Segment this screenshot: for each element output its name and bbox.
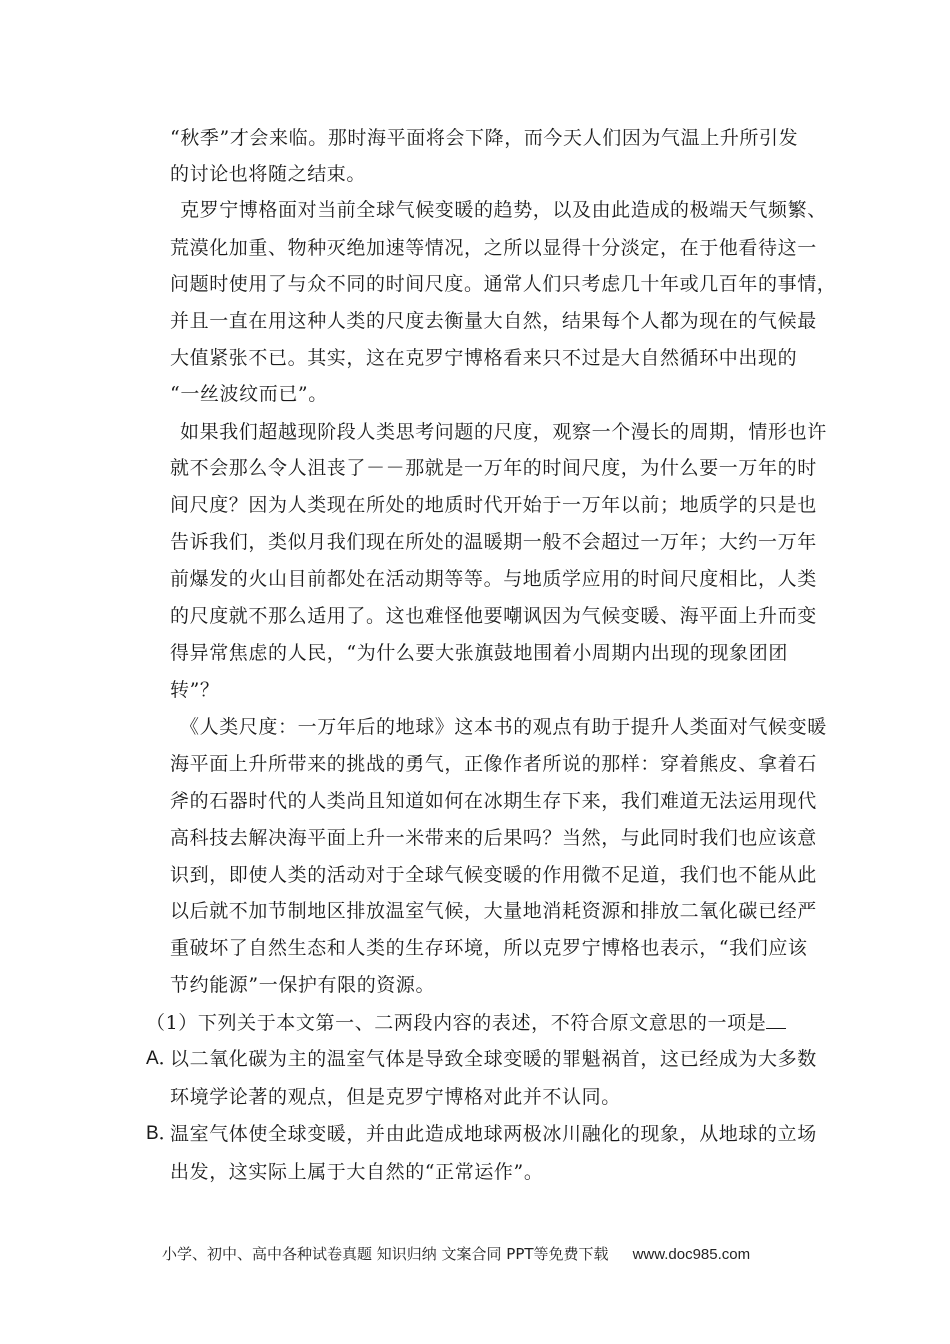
option-a-line-2: 环境学论著的观点，但是克罗宁博格对此并不认同。 [170,1086,621,1108]
option-b-label: B． [146,1123,178,1144]
paragraph-1-line-2: 的讨论也将随之结束。 [170,163,367,185]
question-stem [146,1010,786,1035]
option-b-line-2: 出发，这实际上属于大自然的“正常运作”。 [170,1161,544,1183]
paragraph-2-line-4: 并且一直在用这种人类的尺度去衡量大自然，结果每个人都为现在的气候最 [170,310,817,332]
paragraph-2-line-2: 荒漠化加重、物种灭绝加速等情况，之所以显得十分淡定，在于他看待这一 [170,237,817,259]
footer-text: 小学、初中、高中各种试卷真题 知识归纳 文案合同 PPT等免费下载 [162,1245,609,1263]
paragraph-4-line-5: 识到，即使人类的活动对于全球气候变暖的作用微不足道，我们也不能从此 [170,864,817,886]
paragraph-4-line-4: 高科技去解决海平面上升一米带来的后果吗？当然，与此同时我们也应该意 [170,827,817,849]
paragraph-2-line-6: “一丝波纹而已”。 [170,383,328,405]
paragraph-3-line-5: 前爆发的火山目前都处在活动期等等。与地质学应用的时间尺度相比，人类 [170,568,817,590]
paragraph-3-line-2: 就不会那么令人沮丧了－－那就是一万年的时间尺度，为什么要一万年的时 [170,457,817,479]
page-footer [162,1244,750,1265]
paragraph-3-line-3: 间尺度？因为人类现在所处的地质时代开始于一万年以前；地质学的只是也 [170,494,817,516]
paragraph-4-line-8: 节约能源”一保护有限的资源。 [170,974,436,996]
paragraph-4-line-1: 《人类尺度：一万年后的地球》这本书的观点有助于提升人类面对气候变暖 [180,716,827,738]
paragraph-3-line-4: 告诉我们，类似月我们现在所处的温暖期一般不会超过一万年；大约一万年 [170,531,817,553]
paragraph-2-line-3: 问题时使用了与众不同的时间尺度。通常人们只考虑几十年或几百年的事情， [170,273,837,295]
option-b-line-1: 温室气体使全球变暖，并由此造成地球两极冰川融化的现象，从地球的立场 [170,1123,817,1145]
paragraph-4-line-3: 斧的石器时代的人类尚且知道如何在冰期生存下来，我们难道无法运用现代 [170,790,817,812]
paragraph-3-line-7: 得异常焦虑的人民，“为什么要大张旗鼓地围着小周期内出现的现象团团 [170,642,788,664]
answer-blank [766,1010,786,1029]
paragraph-4-line-7: 重破坏了自然生态和人类的生存环境，所以克罗宁博格也表示，“我们应该 [170,937,808,959]
option-a-label: A． [146,1048,178,1069]
paragraph-3-line-1: 如果我们超越现阶段人类思考问题的尺度，观察一个漫长的周期，情形也许 [180,421,827,443]
footer-site-link[interactable]: www.doc985.com [632,1246,751,1263]
paragraph-1-line-1: “秋季”才会来临。那时海平面将会下降，而今天人们因为气温上升所引发 [170,127,799,149]
paragraph-4-line-2: 海平面上升所带来的挑战的勇气，正像作者所说的那样：穿着熊皮、拿着石 [170,753,817,775]
question-stem-text: （1）下列关于本文第一、二两段内容的表述，不符合原文意思的一项是 [146,1012,767,1034]
paragraph-2-line-5: 大值紧张不已。其实，这在克罗宁博格看来只不过是大自然循环中出现的 [170,347,798,369]
paragraph-4-line-6: 以后就不加节制地区排放温室气候，大量地消耗资源和排放二氧化碳已经严 [170,900,817,922]
paragraph-3-line-6: 的尺度就不那么适用了。这也难怪他要嘲讽因为气候变暖、海平面上升而变 [170,605,817,627]
paragraph-2-line-1: 克罗宁博格面对当前全球气候变暖的趋势，以及由此造成的极端天气频繁、 [180,199,827,221]
paragraph-3-line-8: 转”？ [170,679,220,701]
option-a-line-1: 以二氧化碳为主的温室气体是导致全球变暖的罪魁祸首，这已经成为大多数 [170,1048,817,1070]
